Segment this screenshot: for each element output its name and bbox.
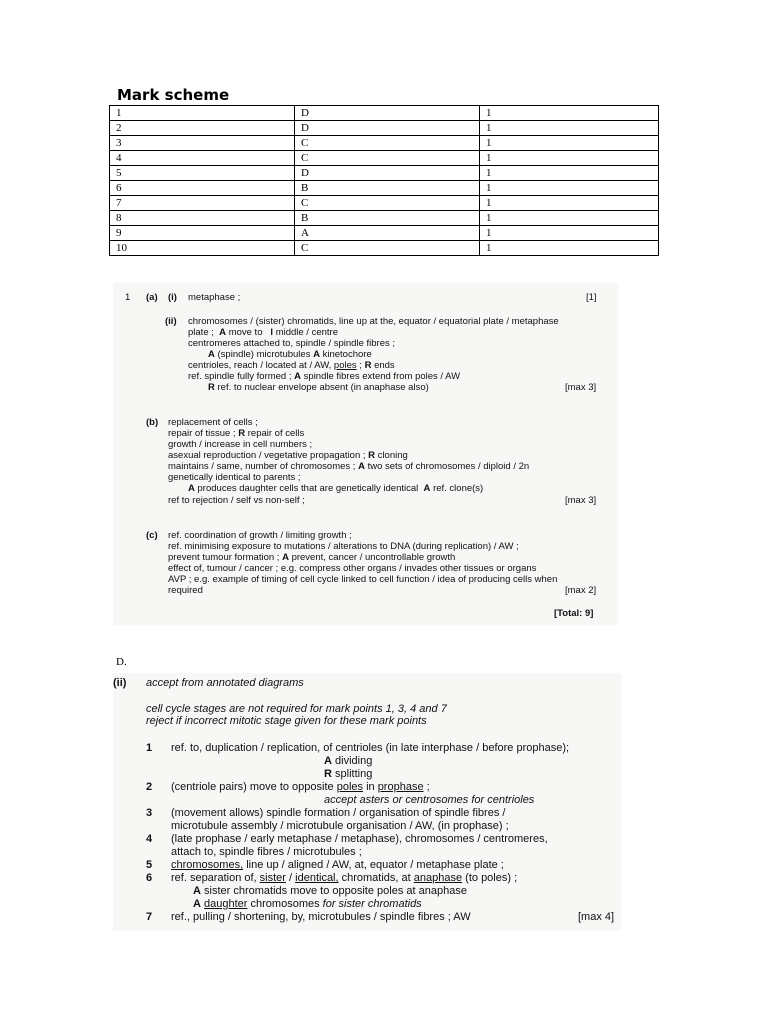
b-line: replacement of cells ; xyxy=(168,417,258,428)
point-alt: A daughter chromosomes for sister chromatids xyxy=(193,898,422,910)
part-c-mark: [max 2] xyxy=(565,585,597,596)
aii-line: centromeres attached to, spindle / spindle fibres ; xyxy=(188,338,396,349)
c-line: ref. minimising exposure to mutations / alterations to DNA (during replication) / AW ; xyxy=(168,541,519,552)
answer-cell: C xyxy=(295,136,480,151)
point-number: 7 xyxy=(146,911,153,923)
mark-scheme-scan-part-ii xyxy=(113,673,621,931)
point-alt: A dividing xyxy=(324,755,373,767)
part-b-label: (b) xyxy=(146,417,159,428)
part-b-mark: [max 3] xyxy=(565,495,597,506)
answer-cell: B xyxy=(295,211,480,226)
c-line: ref. coordination of growth / limiting growth ; xyxy=(168,530,352,541)
point-text: (centriole pairs) move to opposite poles in prophase ; xyxy=(171,781,430,793)
table-row xyxy=(110,196,659,211)
table-row xyxy=(110,121,659,136)
b-line: asexual reproduction / vegetative propagation ; R cloning xyxy=(168,450,408,461)
mark-cell: 1 xyxy=(480,121,659,136)
point-number: 3 xyxy=(146,807,153,819)
point-number: 1 xyxy=(146,742,153,754)
point-alt: A sister chromatids move to opposite poles at anaphase xyxy=(193,885,467,897)
answer-cell: D xyxy=(295,166,480,181)
table-row xyxy=(110,151,659,166)
mark-cell: 1 xyxy=(480,166,659,181)
point-number: 2 xyxy=(146,781,153,793)
table-row xyxy=(110,136,659,151)
point-number: 6 xyxy=(146,872,153,884)
point-text: chromosomes, line up / aligned / AW, at, equator / metaphase plate ; xyxy=(171,859,504,871)
total-mark: [Total: 9] xyxy=(554,608,594,619)
point-text: ref. separation of, sister / identical, chromatids, at anaphase (to poles) ; xyxy=(171,872,518,884)
b-line: ref to rejection / self vs non-self ; xyxy=(168,495,305,506)
part-ai-label: (i) xyxy=(168,292,177,303)
point-text: ref. to, duplication / replication, of centrioles (in late interphase / before prophase); xyxy=(171,742,570,754)
question-number-cell: 2 xyxy=(110,121,295,136)
table-row xyxy=(110,226,659,241)
point-text: ref., pulling / shortening, by, microtubules / spindle fibres ; AW xyxy=(171,911,471,923)
answer-table xyxy=(109,105,659,256)
table-row xyxy=(110,211,659,226)
aii-line: chromosomes / (sister) chromatids, line up at the, equator / equatorial plate / metaphase xyxy=(188,316,559,327)
table-row xyxy=(110,241,659,256)
answer-cell: D xyxy=(295,106,480,121)
table-row xyxy=(110,166,659,181)
answer-cell: C xyxy=(295,241,480,256)
answer-cell: A xyxy=(295,226,480,241)
mark-cell: 1 xyxy=(480,136,659,151)
part-c-label: (c) xyxy=(146,530,158,541)
point-number: 5 xyxy=(146,859,153,871)
c-line: prevent tumour formation ; A prevent, cancer / uncontrollable growth xyxy=(168,552,456,563)
c-line: AVP ; e.g. example of timing of cell cycle linked to cell function / idea of producing cells when xyxy=(168,574,558,585)
answer-cell: C xyxy=(295,151,480,166)
c-line: required xyxy=(168,585,203,596)
c-line: effect of, tumour / cancer ; e.g. compress other organs / invades other tissues or organs xyxy=(168,563,537,574)
answer-cell: C xyxy=(295,196,480,211)
mark-cell: 1 xyxy=(480,196,659,211)
question-number-cell: 8 xyxy=(110,211,295,226)
question-number-cell: 10 xyxy=(110,241,295,256)
mark-cell: 1 xyxy=(480,241,659,256)
question-number-cell: 4 xyxy=(110,151,295,166)
section-label: D. xyxy=(116,656,127,668)
b-line: genetically identical to parents ; xyxy=(168,472,301,483)
page-title: Mark scheme xyxy=(117,86,230,104)
part-ii-label: (ii) xyxy=(113,677,127,689)
part-aii-label: (ii) xyxy=(165,316,177,327)
aii-line: ref. spindle fully formed ; A spindle fibres extend from poles / AW xyxy=(188,371,461,382)
question-number-cell: 6 xyxy=(110,181,295,196)
part-ai-mark: [1] xyxy=(586,292,597,303)
mark-cell: 1 xyxy=(480,151,659,166)
aii-reject: R ref. to nuclear envelope absent (in anaphase also) xyxy=(208,382,429,393)
b-line: growth / increase in cell numbers ; xyxy=(168,439,313,450)
part-ii-instruction: accept from annotated diagrams xyxy=(146,677,304,689)
table-row xyxy=(110,181,659,196)
question-number-cell: 7 xyxy=(110,196,295,211)
b-alt: A produces daughter cells that are genetically identical A ref. clone(s) xyxy=(188,483,484,494)
table-row xyxy=(110,106,659,121)
point-reject: R splitting xyxy=(324,768,373,780)
point-text: (movement allows) spindle formation / organisation of spindle fibres / xyxy=(171,807,506,819)
b-line: maintains / same, number of chromosomes ; A two sets of chromosomes / diploid / 2n xyxy=(168,461,530,472)
point-number: 4 xyxy=(146,833,153,845)
mark-cell: 1 xyxy=(480,181,659,196)
part-aii-mark: [max 3] xyxy=(565,382,597,393)
point-text: microtubule assembly / microtubule organisation / AW, (in prophase) ; xyxy=(171,820,509,832)
point-text: (late prophase / early metaphase / metaphase), chromosomes / centromeres, xyxy=(171,833,548,845)
b-line: repair of tissue ; R repair of cells xyxy=(168,428,305,439)
note: cell cycle stages are not required for mark points 1, 3, 4 and 7 xyxy=(146,703,447,715)
mark-cell: 1 xyxy=(480,106,659,121)
answer-cell: D xyxy=(295,121,480,136)
note: reject if incorrect mitotic stage given for these mark points xyxy=(146,715,427,727)
aii-line: centrioles, reach / located at / AW, poles ; R ends xyxy=(188,360,395,371)
part-a-label: (a) xyxy=(146,292,158,303)
point-7-mark: [max 4] xyxy=(578,911,615,923)
point-text: attach to, spindle fibres / microtubules ; xyxy=(171,846,362,858)
question-number: 1 xyxy=(125,292,131,303)
point-note: accept asters or centrosomes for centrioles xyxy=(324,794,535,806)
mark-cell: 1 xyxy=(480,226,659,241)
mark-scheme-scan-question-1 xyxy=(113,283,618,625)
aii-alt: A (spindle) microtubules A kinetochore xyxy=(208,349,372,360)
question-number-cell: 3 xyxy=(110,136,295,151)
question-number-cell: 9 xyxy=(110,226,295,241)
question-number-cell: 1 xyxy=(110,106,295,121)
part-ai-answer: metaphase ; xyxy=(188,292,241,303)
mark-cell: 1 xyxy=(480,211,659,226)
question-number-cell: 5 xyxy=(110,166,295,181)
aii-line: plate ; A move to l middle / centre xyxy=(188,327,338,338)
answer-cell: B xyxy=(295,181,480,196)
